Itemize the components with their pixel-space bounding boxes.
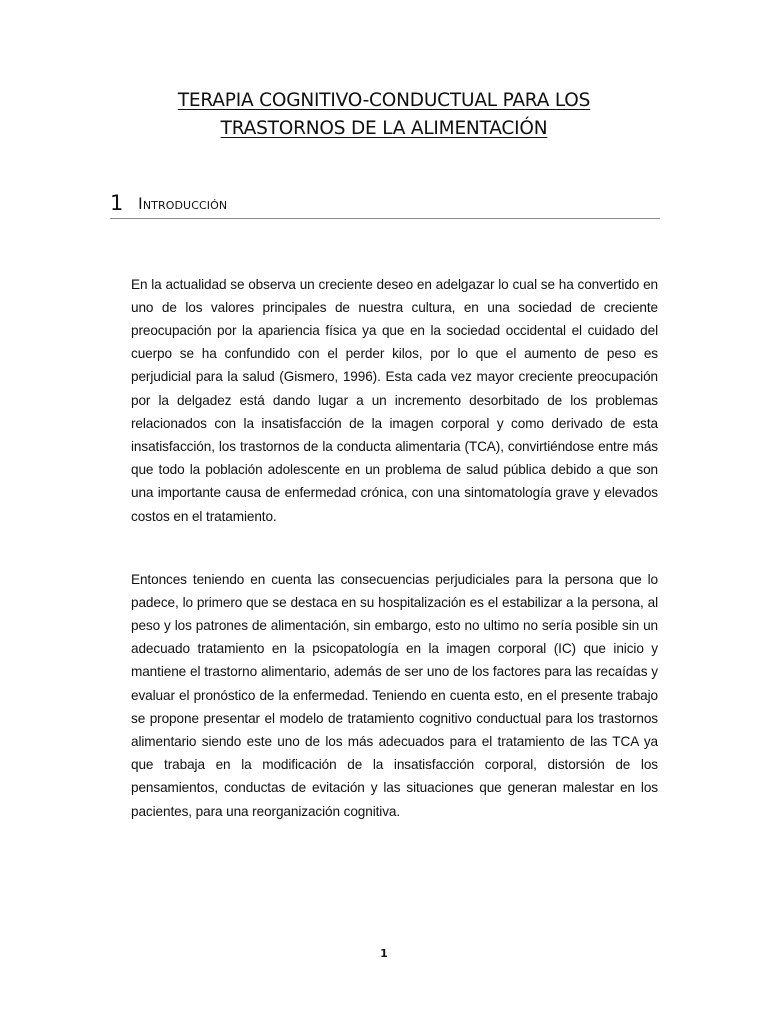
page-number: 1 (380, 947, 388, 960)
document-title-line-1: TERAPIA COGNITIVO-CONDUCTUAL PARA LOS (177, 90, 591, 111)
section-heading (110, 190, 660, 219)
document-title (0, 87, 768, 143)
paragraph-treatment: Entonces teniendo en cuenta las consecuencias perjudiciales para la persona que lo padece, lo primero que se destaca en su hospitalización es el estabilizar a la persona, al peso y los patrones de alimentación, sin embargo, esto no ultimo no sería posible sin un adecuado tratamiento en la psicopatología en la imagen corporal (IC) que inicio y mantiene el trastorno alimentario, además de ser uno de los factores para las recaídas y evaluar el pronóstico de la enfermedad. Teniendo en cuenta esto, en el presente trabajo se propone presentar el modelo de tratamiento cognitivo conductual para los trastornos alimentario siendo este uno de los más adecuados para el tratamiento de las TCA ya que trabaja en la modificación de la insatisfacción corporal, distorsión de los pensamientos, conductas de evitación y las situaciones que generan malestar en los pacientes, para una reorganización cognitiva. (131, 571, 658, 819)
section-number: 1 (110, 191, 124, 215)
paragraph-introduction: En la actualidad se observa un creciente deseo en adelgazar lo cual se ha convertido en uno de los valores principales de nuestra cultura, en una sociedad de creciente preocupación por la apariencia física ya que en la sociedad occidental el cuidado del cuerpo se ha confundido con el perder kilos, por lo que el aumento de peso es perjudicial para la salud (Gismero, 1996). Esta cada vez mayor creciente preocupación por la delgadez está dando lugar a un incremento desorbitado de los problemas relacionados con la insatisfacción de la imagen corporal y como derivado de esta insatisfacción, los trastornos de la conducta alimentaria (TCA), convirtiéndose entre más que todo la población adolescente en un problema de salud pública debido a que son una importante causa de enfermedad crónica, con una sintomatología grave y elevados costos en el tratamiento. (131, 276, 658, 524)
document-title-line-2: TRASTORNOS DE LA ALIMENTACIÓN (220, 118, 548, 139)
section-title: Introducción (138, 194, 228, 213)
